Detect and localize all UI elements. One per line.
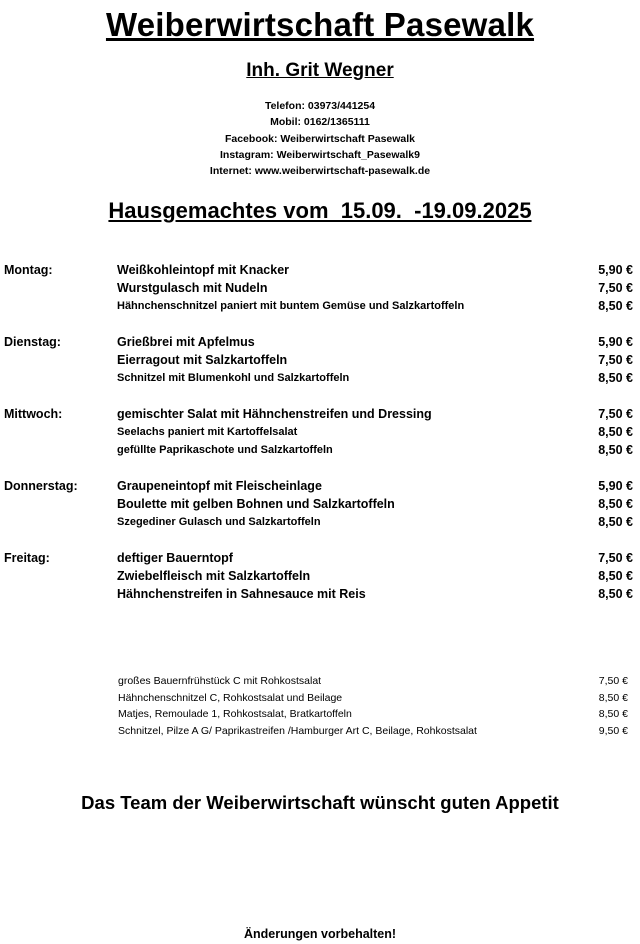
contact-block xyxy=(0,98,640,179)
day-label: Montag: xyxy=(4,263,53,277)
dish-name: Szegediner Gulasch und Salzkartoffeln xyxy=(117,516,321,528)
menu-row xyxy=(0,442,640,460)
dish-name: Zwiebelfleisch mit Salzkartoffeln xyxy=(117,569,311,583)
day-block-mittwoch xyxy=(0,406,640,460)
owner-name: Inh. Grit Wegner xyxy=(246,60,394,81)
contact-instagram: Instagram: Weiberwirtschaft_Pasewalk9 xyxy=(220,148,420,161)
menu-row xyxy=(0,496,640,514)
dish-price: 8,50 € xyxy=(598,425,633,439)
day-block-montag xyxy=(0,262,640,316)
restaurant-title: Weiberwirtschaft Pasewalk xyxy=(105,6,535,43)
day-label: Mittwoch: xyxy=(4,407,63,421)
dish-name: deftiger Bauerntopf xyxy=(117,551,233,565)
dish-name: Wurstgulasch mit Nudeln xyxy=(117,281,268,295)
dish-price: 8,50 € xyxy=(598,443,633,457)
dish-name: Eierragout mit Salzkartoffeln xyxy=(117,353,288,367)
week-title: Hausgemachtes vom 15.09. -19.09.2025 xyxy=(108,198,532,223)
contact-mobile: Mobil: 0162/1365111 xyxy=(270,116,370,129)
dish-price: 5,90 € xyxy=(598,335,633,349)
extra-dish-name: Matjes, Remoulade 1, Rohkostsalat, Bratkartoffeln xyxy=(118,708,352,720)
dish-name: Schnitzel mit Blumenkohl und Salzkartoffeln xyxy=(117,372,350,384)
list-item xyxy=(0,692,640,709)
menu-row xyxy=(0,370,640,388)
list-item xyxy=(0,675,640,692)
dish-price: 8,50 € xyxy=(598,515,633,529)
dish-price: 8,50 € xyxy=(598,299,633,313)
menu-row xyxy=(0,334,640,352)
day-label: Freitag: xyxy=(4,551,50,565)
menu-row xyxy=(0,586,640,604)
dish-price: 8,50 € xyxy=(598,569,633,583)
contact-website: Internet: www.weiberwirtschaft-pasewalk.de xyxy=(209,165,431,178)
changes-notice: Änderungen vorbehalten! xyxy=(243,927,397,941)
dish-name: Grießbrei mit Apfelmus xyxy=(117,335,255,349)
menu-row xyxy=(0,550,640,568)
dish-price: 7,50 € xyxy=(598,281,633,295)
weekly-menu xyxy=(0,262,640,622)
dish-name: Hähnchenschnitzel paniert mit buntem Gemüse und Salzkartoffeln xyxy=(117,300,465,312)
menu-row xyxy=(0,262,640,280)
menu-row xyxy=(0,406,640,424)
menu-row xyxy=(0,514,640,532)
dish-name: gemischter Salat mit Hähnchenstreifen und Dressing xyxy=(117,407,432,421)
extra-dish-price: 7,50 € xyxy=(598,675,628,687)
dish-price: 7,50 € xyxy=(598,407,633,421)
dish-price: 8,50 € xyxy=(598,497,633,511)
day-block-freitag xyxy=(0,550,640,604)
day-block-donnerstag xyxy=(0,478,640,532)
list-item xyxy=(0,725,640,742)
dish-price: 5,90 € xyxy=(598,479,633,493)
day-label: Donnerstag: xyxy=(4,479,78,493)
dish-name: Seelachs paniert mit Kartoffelsalat xyxy=(117,426,298,438)
extra-dish-name: Hähnchenschnitzel C, Rohkostsalat und Beilage xyxy=(118,691,343,704)
extra-dish-name: Schnitzel, Pilze A G/ Paprikastreifen /Hamburger Art C, Beilage, Rohkostsalat xyxy=(118,724,477,737)
menu-row xyxy=(0,568,640,586)
extras-list xyxy=(0,675,640,741)
day-block-dienstag xyxy=(0,334,640,388)
menu-row xyxy=(0,478,640,496)
dish-name: Boulette mit gelben Bohnen und Salzkartoffeln xyxy=(117,497,395,511)
closing-message: Das Team der Weiberwirtschaft wünscht guten Appetit xyxy=(81,792,559,813)
day-label: Dienstag: xyxy=(4,335,61,349)
extra-dish-price: 9,50 € xyxy=(598,724,628,737)
extra-dish-name: großes Bauernfrühstück C mit Rohkostsalat xyxy=(118,675,322,687)
dish-name: Graupeneintopf mit Fleischeinlage xyxy=(117,479,322,493)
dish-name: gefüllte Paprikaschote und Salzkartoffeln xyxy=(117,444,333,456)
contact-phone: Telefon: 03973/441254 xyxy=(264,100,376,112)
contact-facebook: Facebook: Weiberwirtschaft Pasewalk xyxy=(224,132,416,145)
dish-name: Weißkohleintopf mit Knacker xyxy=(117,263,290,277)
menu-row xyxy=(0,352,640,370)
list-item xyxy=(0,708,640,725)
extra-dish-price: 8,50 € xyxy=(598,708,628,720)
dish-price: 8,50 € xyxy=(598,371,633,385)
dish-price: 7,50 € xyxy=(598,353,633,367)
menu-row xyxy=(0,280,640,298)
dish-price: 7,50 € xyxy=(598,551,633,565)
dish-name: Hähnchenstreifen in Sahnesauce mit Reis xyxy=(117,587,366,601)
menu-row xyxy=(0,298,640,316)
menu-row xyxy=(0,424,640,442)
dish-price: 8,50 € xyxy=(598,587,633,601)
dish-price: 5,90 € xyxy=(598,263,633,277)
extra-dish-price: 8,50 € xyxy=(598,691,628,704)
